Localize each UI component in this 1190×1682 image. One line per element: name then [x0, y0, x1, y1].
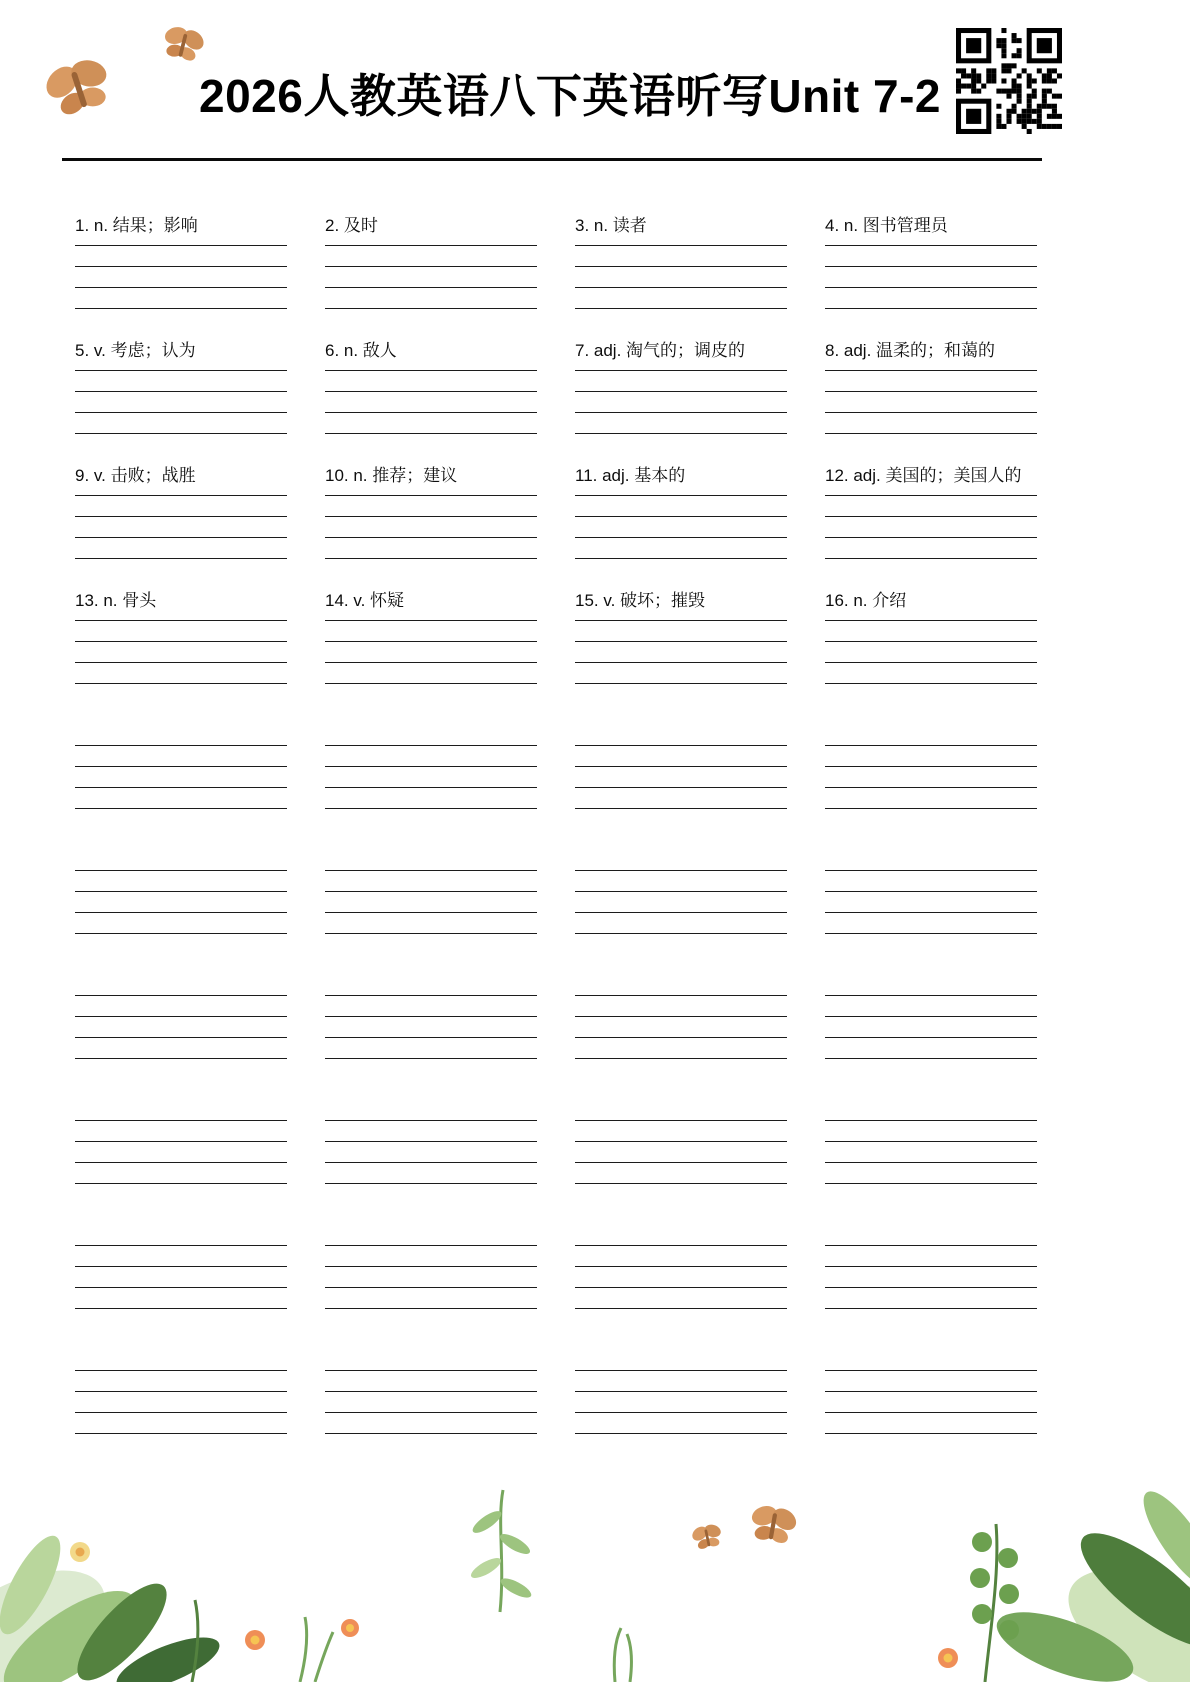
item-label: 4. n. 图书管理员	[825, 216, 948, 235]
writing-lines-block	[575, 745, 787, 809]
writing-lines-block	[825, 620, 1037, 684]
worksheet-cell	[825, 1340, 1037, 1434]
writing-line	[325, 1413, 537, 1433]
writing-lines-block	[325, 995, 537, 1059]
worksheet-cell	[325, 590, 537, 684]
item-label-empty	[325, 1090, 537, 1120]
writing-line	[825, 788, 1037, 808]
worksheet-grid	[75, 215, 1037, 1465]
writing-line	[325, 1371, 537, 1392]
worksheet-cell	[325, 465, 537, 559]
worksheet-row	[75, 215, 1037, 309]
writing-line	[575, 1121, 787, 1142]
item-label-empty	[75, 1340, 287, 1370]
writing-line	[75, 413, 287, 433]
writing-line	[75, 996, 287, 1017]
writing-line	[75, 913, 287, 933]
writing-line	[575, 788, 787, 808]
writing-line	[575, 1038, 787, 1058]
worksheet-row	[75, 465, 1037, 559]
writing-lines-block	[575, 1370, 787, 1434]
writing-lines-block	[325, 620, 537, 684]
worksheet-cell	[325, 965, 537, 1059]
writing-line	[75, 496, 287, 517]
item-label: 9. v. 击败；战胜	[75, 466, 196, 485]
writing-line	[575, 913, 787, 933]
writing-line	[75, 538, 287, 558]
item-label-empty	[75, 965, 287, 995]
worksheet-cell	[325, 340, 537, 434]
writing-line	[575, 267, 787, 288]
writing-line	[75, 1142, 287, 1163]
worksheet-row	[75, 1340, 1037, 1434]
worksheet-cell	[75, 715, 287, 809]
writing-line	[575, 871, 787, 892]
writing-line	[325, 371, 537, 392]
item-label-empty	[825, 1215, 1037, 1245]
item-label-empty	[575, 715, 787, 745]
worksheet-cell	[575, 1090, 787, 1184]
writing-line	[75, 767, 287, 788]
item-label: 15. v. 破坏；摧毁	[575, 591, 706, 610]
writing-line	[325, 1142, 537, 1163]
item-label: 2. 及时	[325, 216, 378, 235]
writing-line	[75, 1288, 287, 1308]
item-label-empty	[575, 840, 787, 870]
worksheet-cell	[325, 1090, 537, 1184]
writing-line	[325, 496, 537, 517]
writing-line	[825, 746, 1037, 767]
writing-line	[325, 1017, 537, 1038]
writing-line	[575, 996, 787, 1017]
item-label: 11. adj. 基本的	[575, 466, 686, 485]
item-label-empty	[575, 1090, 787, 1120]
worksheet-cell	[75, 1340, 287, 1434]
writing-lines-block	[575, 245, 787, 309]
writing-line	[325, 913, 537, 933]
writing-lines-block	[575, 620, 787, 684]
writing-line	[825, 517, 1037, 538]
writing-line	[75, 371, 287, 392]
writing-line	[325, 288, 537, 308]
worksheet-cell	[825, 465, 1037, 559]
writing-line	[575, 746, 787, 767]
writing-line	[325, 1267, 537, 1288]
worksheet-cell	[75, 965, 287, 1059]
worksheet-cell	[825, 215, 1037, 309]
writing-line	[75, 642, 287, 663]
writing-line	[325, 538, 537, 558]
item-label: 6. n. 敌人	[325, 341, 397, 360]
item-label: 16. n. 介绍	[825, 591, 907, 610]
writing-line	[825, 996, 1037, 1017]
item-label-empty	[325, 840, 537, 870]
writing-line	[575, 892, 787, 913]
writing-line	[575, 246, 787, 267]
writing-line	[825, 392, 1037, 413]
writing-lines-block	[75, 370, 287, 434]
writing-line	[825, 663, 1037, 683]
writing-line	[825, 371, 1037, 392]
worksheet-cell	[75, 840, 287, 934]
worksheet-cell	[575, 965, 787, 1059]
writing-line	[75, 1371, 287, 1392]
writing-line	[825, 1121, 1037, 1142]
butterfly-icon	[744, 1499, 802, 1548]
writing-lines-block	[75, 995, 287, 1059]
writing-line	[325, 1246, 537, 1267]
writing-lines-block	[575, 495, 787, 559]
writing-lines-block	[825, 995, 1037, 1059]
writing-line	[75, 246, 287, 267]
writing-lines-block	[825, 370, 1037, 434]
writing-line	[75, 892, 287, 913]
writing-line	[825, 538, 1037, 558]
writing-line	[575, 496, 787, 517]
item-label-empty	[825, 1340, 1037, 1370]
writing-line	[575, 1392, 787, 1413]
writing-line	[825, 1017, 1037, 1038]
writing-line	[75, 267, 287, 288]
worksheet-cell	[75, 590, 287, 684]
writing-line	[75, 1017, 287, 1038]
writing-line	[825, 1163, 1037, 1183]
item-label: 14. v. 怀疑	[325, 591, 405, 610]
item-label: 13. n. 骨头	[75, 591, 157, 610]
writing-line	[825, 1246, 1037, 1267]
item-label: 8. adj. 温柔的；和蔼的	[825, 341, 996, 360]
worksheet-cell	[75, 1090, 287, 1184]
writing-line	[75, 1038, 287, 1058]
writing-lines-block	[575, 1245, 787, 1309]
writing-line	[825, 496, 1037, 517]
writing-lines-block	[75, 1120, 287, 1184]
writing-line	[825, 288, 1037, 308]
writing-line	[575, 642, 787, 663]
writing-line	[575, 392, 787, 413]
writing-line	[325, 413, 537, 433]
writing-line	[575, 1288, 787, 1308]
worksheet-cell	[825, 590, 1037, 684]
writing-lines-block	[825, 245, 1037, 309]
writing-line	[825, 913, 1037, 933]
writing-line	[575, 767, 787, 788]
writing-line	[575, 1163, 787, 1183]
writing-line	[325, 1392, 537, 1413]
writing-line	[825, 1392, 1037, 1413]
writing-line	[825, 1142, 1037, 1163]
writing-lines-block	[325, 870, 537, 934]
worksheet-cell	[825, 340, 1037, 434]
worksheet-cell	[325, 715, 537, 809]
worksheet-cell	[575, 715, 787, 809]
writing-line	[825, 1288, 1037, 1308]
writing-line	[325, 663, 537, 683]
writing-line	[825, 267, 1037, 288]
item-label-empty	[325, 965, 537, 995]
butterfly-icon	[688, 1520, 726, 1553]
writing-line	[825, 1413, 1037, 1433]
left-plants-decoration	[0, 1528, 359, 1682]
item-label: 1. n. 结果；影响	[75, 216, 198, 235]
item-label: 3. n. 读者	[575, 216, 647, 235]
worksheet-cell	[825, 965, 1037, 1059]
writing-lines-block	[825, 1370, 1037, 1434]
worksheet-cell	[325, 1215, 537, 1309]
center-plants-decoration	[468, 1490, 631, 1682]
writing-lines-block	[75, 1245, 287, 1309]
writing-line	[575, 1413, 787, 1433]
writing-line	[75, 517, 287, 538]
worksheet-cell	[825, 1215, 1037, 1309]
writing-line	[75, 663, 287, 683]
writing-line	[825, 642, 1037, 663]
worksheet-cell	[575, 215, 787, 309]
writing-line	[325, 996, 537, 1017]
writing-line	[325, 392, 537, 413]
item-label-empty	[575, 965, 787, 995]
writing-lines-block	[575, 870, 787, 934]
writing-lines-block	[825, 495, 1037, 559]
page-title: 2026人教英语八下英语听写Unit 7-2	[198, 70, 941, 122]
writing-lines-block	[75, 620, 287, 684]
writing-line	[825, 871, 1037, 892]
item-label-empty	[825, 840, 1037, 870]
worksheet-row	[75, 1090, 1037, 1184]
worksheet-cell	[325, 215, 537, 309]
writing-lines-block	[325, 245, 537, 309]
worksheet-cell	[75, 215, 287, 309]
writing-lines-block	[825, 745, 1037, 809]
writing-line	[325, 788, 537, 808]
item-label: 12. adj. 美国的；美国人的	[825, 466, 1022, 485]
worksheet-row	[75, 1215, 1037, 1309]
writing-line	[325, 892, 537, 913]
writing-lines-block	[825, 1245, 1037, 1309]
plants-decoration	[0, 1482, 1190, 1682]
item-label-empty	[75, 1215, 287, 1245]
writing-line	[825, 892, 1037, 913]
writing-line	[75, 1163, 287, 1183]
item-label: 10. n. 推荐；建议	[325, 466, 458, 485]
writing-lines-block	[325, 1245, 537, 1309]
worksheet-row	[75, 590, 1037, 684]
writing-lines-block	[825, 870, 1037, 934]
title-divider	[62, 158, 1042, 161]
writing-line	[575, 371, 787, 392]
writing-line	[75, 788, 287, 808]
item-label-empty	[75, 1090, 287, 1120]
writing-line	[325, 1163, 537, 1183]
writing-lines-block	[75, 245, 287, 309]
qr-code	[956, 28, 1062, 134]
writing-line	[575, 663, 787, 683]
item-label-empty	[75, 715, 287, 745]
writing-lines-block	[325, 370, 537, 434]
writing-line	[75, 1413, 287, 1433]
worksheet-cell	[825, 1090, 1037, 1184]
writing-lines-block	[75, 495, 287, 559]
item-label: 7. adj. 淘气的；调皮的	[575, 341, 746, 360]
writing-lines-block	[75, 745, 287, 809]
writing-lines-block	[325, 745, 537, 809]
writing-line	[825, 1371, 1037, 1392]
worksheet-cell	[575, 340, 787, 434]
writing-line	[825, 246, 1037, 267]
item-label-empty	[325, 1340, 537, 1370]
writing-lines-block	[75, 870, 287, 934]
worksheet-row	[75, 340, 1037, 434]
writing-lines-block	[325, 495, 537, 559]
writing-line	[75, 871, 287, 892]
worksheet-cell	[325, 1340, 537, 1434]
writing-lines-block	[325, 1370, 537, 1434]
item-label-empty	[575, 1340, 787, 1370]
item-label-empty	[825, 715, 1037, 745]
writing-line	[325, 1121, 537, 1142]
writing-line	[325, 746, 537, 767]
worksheet-row	[75, 715, 1037, 809]
writing-line	[575, 1017, 787, 1038]
worksheet-cell	[825, 840, 1037, 934]
writing-line	[575, 1267, 787, 1288]
writing-lines-block	[575, 370, 787, 434]
writing-line	[325, 517, 537, 538]
worksheet-cell	[75, 340, 287, 434]
item-label-empty	[825, 1090, 1037, 1120]
item-label-empty	[825, 965, 1037, 995]
writing-line	[325, 621, 537, 642]
writing-line	[825, 413, 1037, 433]
writing-line	[75, 1121, 287, 1142]
writing-line	[325, 1288, 537, 1308]
writing-line	[325, 267, 537, 288]
writing-line	[825, 767, 1037, 788]
writing-line	[325, 871, 537, 892]
writing-line	[325, 1038, 537, 1058]
item-label: 5. v. 考虑；认为	[75, 341, 196, 360]
worksheet-cell	[575, 840, 787, 934]
writing-line	[75, 1392, 287, 1413]
writing-line	[325, 246, 537, 267]
writing-line	[825, 1267, 1037, 1288]
writing-lines-block	[325, 1120, 537, 1184]
writing-line	[575, 538, 787, 558]
writing-lines-block	[825, 1120, 1037, 1184]
writing-line	[325, 767, 537, 788]
worksheet-cell	[575, 465, 787, 559]
writing-line	[575, 413, 787, 433]
worksheet-cell	[75, 465, 287, 559]
writing-line	[575, 1246, 787, 1267]
worksheet-row	[75, 840, 1037, 934]
worksheet-cell	[575, 1215, 787, 1309]
item-label-empty	[325, 1215, 537, 1245]
writing-line	[825, 621, 1037, 642]
worksheet-cell	[75, 1215, 287, 1309]
writing-line	[75, 621, 287, 642]
worksheet-cell	[575, 590, 787, 684]
right-plants-decoration	[938, 1482, 1190, 1682]
writing-lines-block	[575, 995, 787, 1059]
item-label-empty	[325, 715, 537, 745]
worksheet-cell	[575, 1340, 787, 1434]
writing-lines-block	[575, 1120, 787, 1184]
writing-lines-block	[75, 1370, 287, 1434]
writing-line	[75, 392, 287, 413]
writing-line	[75, 746, 287, 767]
writing-line	[325, 642, 537, 663]
writing-line	[575, 1142, 787, 1163]
writing-line	[575, 1371, 787, 1392]
writing-line	[75, 288, 287, 308]
writing-line	[575, 288, 787, 308]
item-label-empty	[575, 1215, 787, 1245]
writing-line	[75, 1267, 287, 1288]
worksheet-cell	[325, 840, 537, 934]
worksheet-cell	[825, 715, 1037, 809]
writing-line	[575, 517, 787, 538]
writing-line	[75, 1246, 287, 1267]
writing-line	[825, 1038, 1037, 1058]
worksheet-row	[75, 965, 1037, 1059]
writing-line	[575, 621, 787, 642]
item-label-empty	[75, 840, 287, 870]
